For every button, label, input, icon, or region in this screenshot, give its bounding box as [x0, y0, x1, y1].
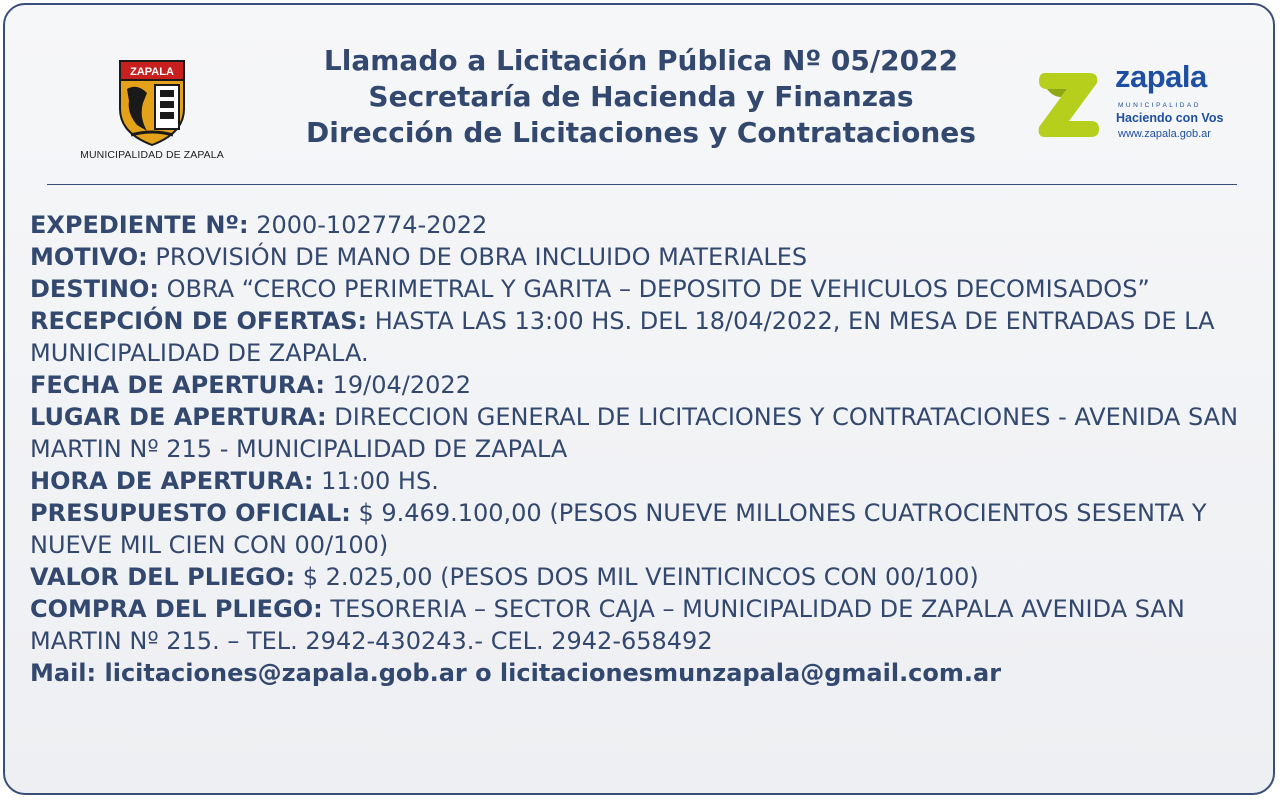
notice-card	[3, 3, 1275, 795]
field-hora-apertura	[30, 465, 1265, 497]
mail-line: Mail: licitaciones@zapala.gob.ar o licitacionesmunzapala@gmail.com.ar	[30, 659, 1002, 687]
field-value: PROVISIÓN DE MANO DE OBRA INCLUIDO MATERIALES	[147, 243, 808, 271]
field-value: 2000-102774-2022	[248, 211, 488, 239]
field-value: TESORERIA – SECTOR CAJA – MUNICIPALIDAD DE ZAPALA AVENIDA SAN MARTIN Nº 215. – TEL. 2942-430243.- CEL. 2942-658492	[30, 595, 1185, 655]
title-line-1: Llamado a Licitación Pública Nº 05/2022	[323, 44, 959, 77]
field-valor-pliego	[30, 561, 1265, 593]
header	[5, 5, 1275, 185]
field-value: HASTA LAS 13:00 HS. DEL 18/04/2022, EN MESA DE ENTRADAS DE LA MUNICIPALIDAD DE ZAPALA.	[30, 307, 1215, 367]
field-destino	[30, 273, 1265, 305]
field-label: VALOR DEL PLIEGO:	[30, 563, 296, 591]
header-divider	[47, 184, 1237, 185]
field-label: PRESUPUESTO OFICIAL:	[30, 499, 351, 527]
field-label: EXPEDIENTE Nº:	[30, 211, 249, 239]
field-presupuesto	[30, 497, 1265, 561]
brand-name: zapala	[1115, 59, 1207, 94]
brand-subtitle: MUNICIPALIDAD	[1118, 102, 1201, 109]
notice-title	[185, 43, 1097, 151]
zapala-z-icon	[1035, 69, 1101, 141]
field-label: DESTINO:	[30, 275, 159, 303]
municipal-logo-caption: MUNICIPALIDAD DE ZAPALA	[80, 149, 224, 161]
brand-url: www.zapala.gob.ar	[1118, 128, 1211, 140]
title-line-2: Secretaría de Hacienda y Finanzas	[368, 80, 914, 113]
field-motivo	[30, 241, 1265, 273]
field-value: DIRECCION GENERAL DE LICITACIONES Y CONTRATACIONES - AVENIDA SAN MARTIN Nº 215 - MUNICIPALIDAD DE ZAPALA	[30, 403, 1239, 463]
notice-body	[30, 209, 1265, 689]
municipal-shield-icon	[117, 59, 187, 147]
field-label: MOTIVO:	[30, 243, 148, 271]
brand-slogan: Haciendo con Vos	[1116, 111, 1224, 125]
field-value: $ 9.469.100,00 (PESOS NUEVE MILLONES CUATROCIENTOS SESENTA Y NUEVE MIL CIEN CON 00/100)	[30, 499, 1207, 559]
field-lugar-apertura	[30, 401, 1265, 465]
field-label: RECEPCIÓN DE OFERTAS:	[30, 307, 368, 335]
field-value: $ 2.025,00 (PESOS DOS MIL VEINTICINCOS CON 00/100)	[295, 563, 979, 591]
shield-text: ZAPALA	[130, 66, 174, 78]
field-value: 19/04/2022	[325, 371, 471, 399]
field-fecha-apertura	[30, 369, 1265, 401]
field-expediente	[30, 209, 1265, 241]
zapala-brand-logo	[1035, 59, 1245, 149]
field-value: 11:00 HS.	[313, 467, 439, 495]
field-label: FECHA DE APERTURA:	[30, 371, 326, 399]
field-label: LUGAR DE APERTURA:	[30, 403, 327, 431]
field-label: HORA DE APERTURA:	[30, 467, 314, 495]
field-label: COMPRA DEL PLIEGO:	[30, 595, 323, 623]
field-value: OBRA “CERCO PERIMETRAL Y GARITA – DEPOSITO DE VEHICULOS DECOMISADOS”	[159, 275, 1150, 303]
title-line-3: Dirección de Licitaciones y Contrataciones	[306, 116, 976, 149]
field-recepcion	[30, 305, 1265, 369]
field-compra-pliego	[30, 593, 1265, 657]
